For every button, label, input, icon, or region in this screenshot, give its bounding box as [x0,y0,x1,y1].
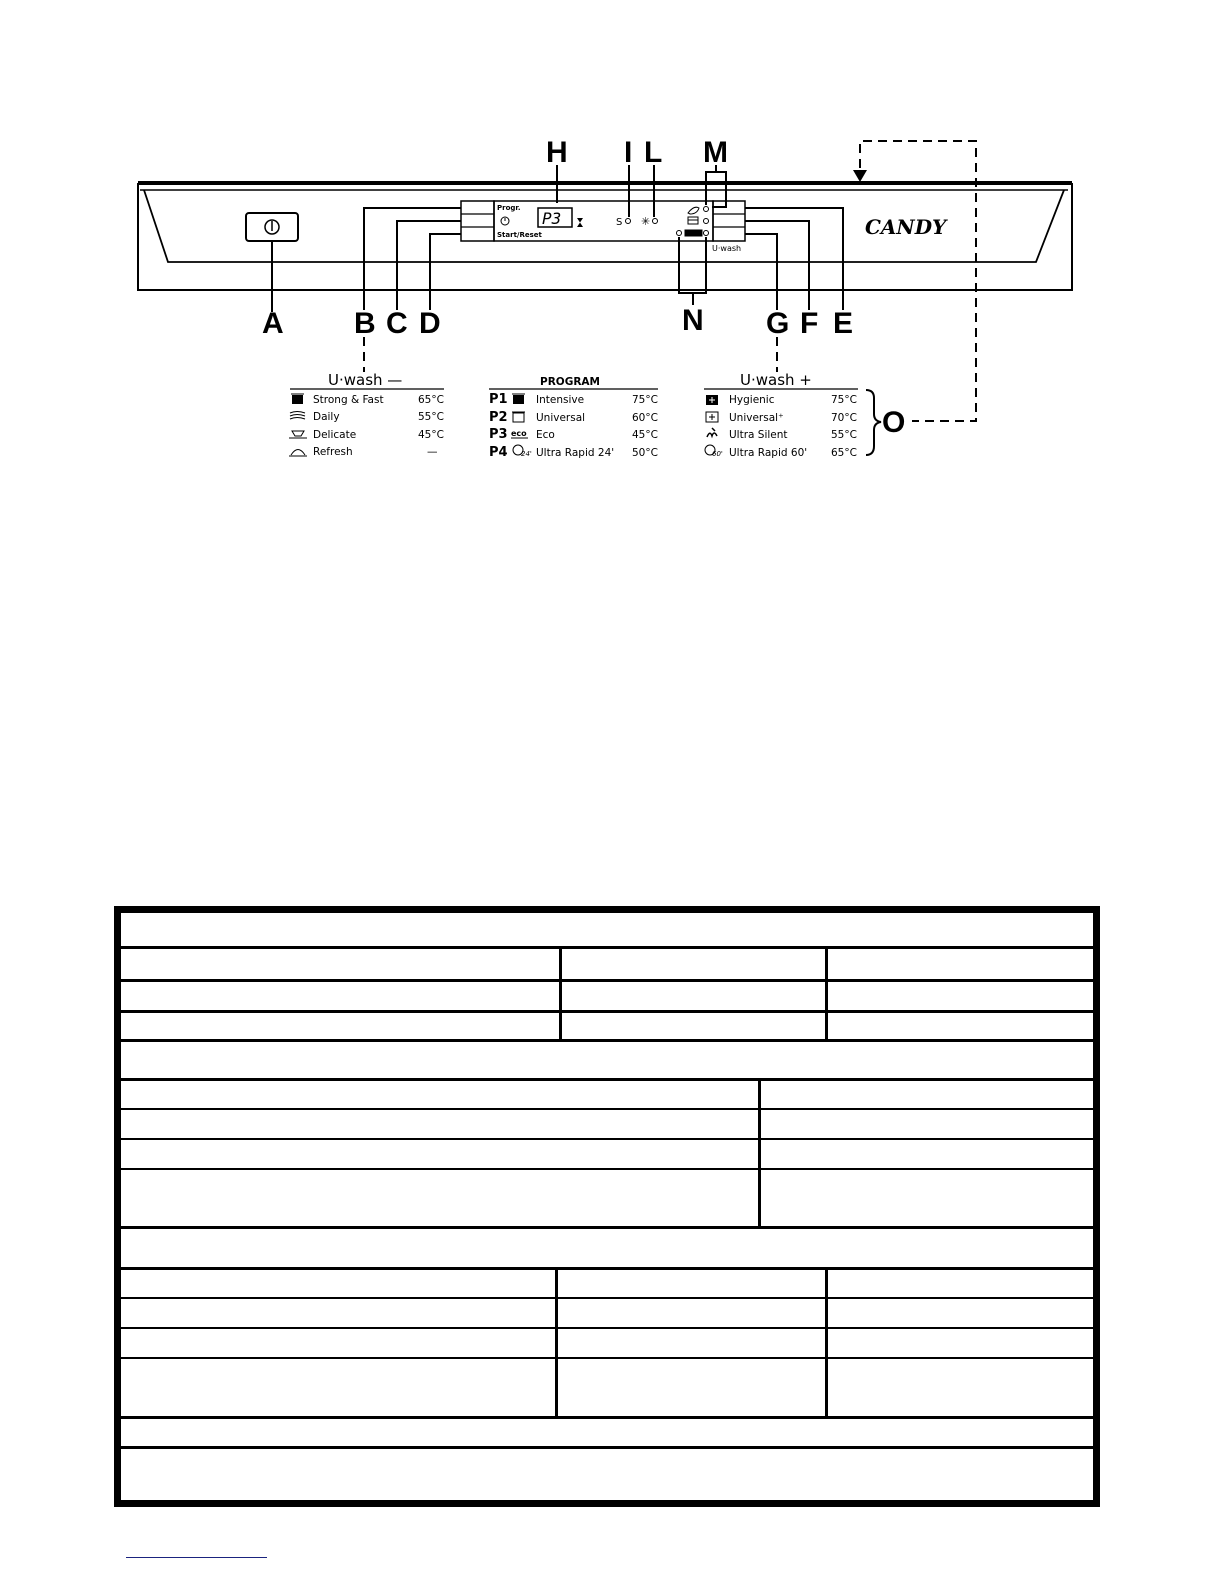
uwash-plus-temp-2: 70°C [831,412,857,424]
table-rule [555,1269,558,1418]
program-temp-3: 45°C [632,429,658,441]
callout-e: E [833,307,854,340]
table-rule [559,948,562,1041]
spec-table [114,906,1100,1507]
program-legend [489,376,658,460]
eco-icon [511,429,528,438]
svg-text:eco: eco [511,429,527,438]
uwash-plus-temp-3: 55°C [831,429,857,441]
cup-icon [289,431,307,438]
table-rule [758,1080,761,1228]
uwash-minus-temp-2: 55°C [418,411,444,423]
uwash-plus-name-4: Ultra Rapid 60' [729,447,808,459]
table-rule [121,1416,1093,1419]
table-rule [121,1327,1093,1329]
program-name-4: Ultra Rapid 24' [536,447,615,459]
program-name-3: Eco [536,429,555,441]
arrow-icon [853,170,867,182]
leaf-icon [688,207,709,215]
uwash-plus-temp-4: 65°C [831,447,857,459]
footer-link-underline[interactable] [126,1557,267,1558]
callout-b: B [354,307,376,340]
half-load-icon [688,217,709,224]
program-code-1: P1 [489,392,508,407]
table-rule [121,1297,1093,1299]
program-name-2: Universal [536,412,586,424]
tablet-icon [677,230,709,236]
program-code-4: P4 [489,445,508,460]
pot-icon [291,394,304,404]
uwash-minus-legend [289,371,444,458]
uwash-minus-temp-3: 45°C [418,429,444,441]
callout-g: G [766,307,790,340]
program-display: P3 [542,209,562,228]
silent-icon [707,428,717,437]
delay-icon [501,217,509,225]
uwash-minus-name-1: Strong & Fast [313,394,384,406]
rapid-60-icon [705,445,723,458]
uwash-minus-temp-4: — [427,446,438,458]
brace-icon [866,390,881,455]
uwash-label: U·wash [712,244,742,253]
callout-l: L [644,136,663,169]
callout-o: O [882,406,906,439]
waves-icon [290,412,305,420]
table-rule [121,1039,1093,1042]
table-rule [121,1168,1093,1170]
universal-plus-icon [706,412,718,422]
callout-a: A [262,307,284,340]
pot-icon [512,394,525,404]
pot-outline-icon [512,412,525,422]
uwash-minus-name-3: Delicate [313,429,357,441]
uwash-plus-legend [704,371,881,459]
svg-text:24': 24' [521,450,532,458]
hygienic-icon [706,395,718,405]
uwash-minus-temp-1: 65°C [418,394,444,406]
svg-text:✳: ✳ [641,215,651,228]
table-rule [825,1269,828,1418]
program-temp-4: 50°C [632,447,658,459]
callout-h: H [546,136,568,169]
table-rule [121,1357,1093,1359]
table-rule [121,1226,1093,1229]
program-code-2: P2 [489,410,508,425]
start-reset-label: Start/Reset [497,231,542,239]
uwash-plus-title: U·wash + [740,371,812,389]
table-rule [121,979,1093,982]
brand-logo: CANDY [865,215,947,239]
svg-text:S: S [616,217,623,228]
program-code-3: P3 [489,427,508,442]
table-rule [121,1010,1093,1013]
program-name-1: Intensive [536,394,585,406]
callout-c: C [386,307,408,340]
callout-i: I [624,136,633,169]
program-temp-2: 60°C [632,412,658,424]
table-rule [121,1267,1093,1270]
callout-d: D [419,307,441,340]
power-button[interactable] [246,213,298,241]
callout-f: F [800,307,819,340]
table-rule [121,1078,1093,1081]
table-rule [121,1138,1093,1140]
svg-text:60': 60' [712,450,723,458]
table-rule [121,946,1093,949]
progr-label: Progr. [497,204,521,212]
uwash-plus-name-3: Ultra Silent [729,429,788,441]
uwash-minus-name-2: Daily [313,411,340,423]
uwash-minus-name-4: Refresh [313,446,353,458]
refresh-icon [289,450,307,457]
table-rule [121,1446,1093,1449]
uwash-plus-name-1: Hygienic [729,394,775,406]
table-rule [121,1108,1093,1110]
table-rule [825,948,828,1041]
program-title: PROGRAM [540,376,600,388]
callout-m: M [703,136,728,169]
salt-indicator [616,217,631,228]
rapid-24-icon [513,445,532,458]
uwash-plus-name-2: Universal⁺ [729,412,784,424]
hourglass-icon [577,218,583,227]
uwash-plus-temp-1: 75°C [831,394,857,406]
uwash-minus-title: U·wash — [328,371,403,389]
rinse-aid-indicator [641,215,658,228]
program-temp-1: 75°C [632,394,658,406]
callout-n: N [682,304,704,337]
